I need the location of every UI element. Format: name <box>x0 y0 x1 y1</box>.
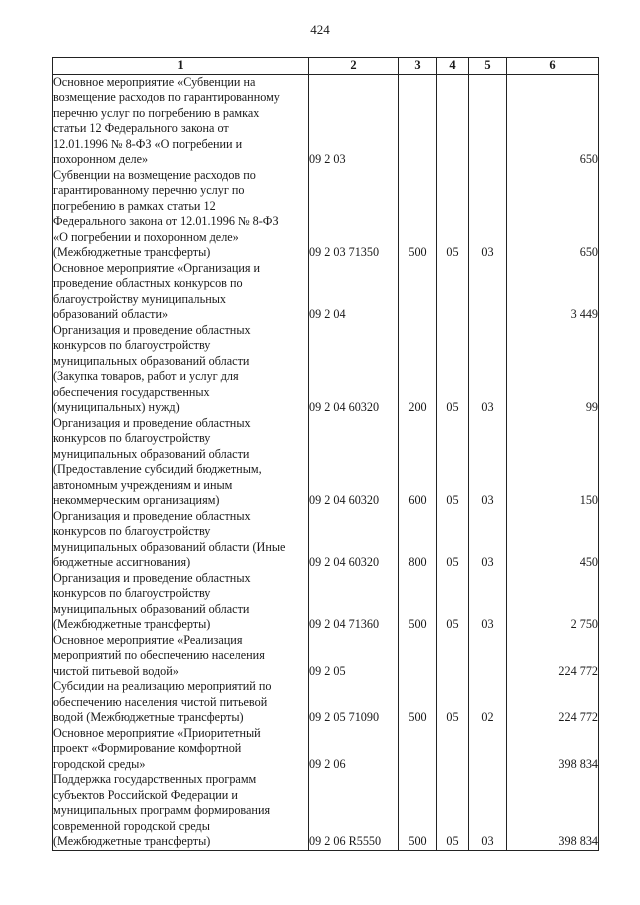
subsection-cell <box>469 74 507 168</box>
row-name-line: погребению в рамках статьи 12 <box>53 198 216 213</box>
column-header: 2 <box>309 58 399 75</box>
amount-cell: 99 <box>507 323 599 416</box>
row-name-line: мероприятий по обеспечению населения <box>53 648 265 662</box>
amount-cell: 224 772 <box>507 633 599 680</box>
target-code-cell: 09 2 04 60320 <box>309 416 399 509</box>
row-name-line: муниципальных образований области <box>53 446 250 461</box>
amount-cell: 398 834 <box>507 772 599 850</box>
row-name-cell <box>53 323 309 416</box>
row-name-line: конкурсов по благоустройству <box>53 338 211 352</box>
row-name-cell <box>53 509 309 571</box>
subsection-cell: 02 <box>469 679 507 726</box>
row-name-line: Поддержка государственных программ <box>53 772 257 786</box>
row-name-cell <box>53 772 309 850</box>
row-name-line: муниципальных образований области <box>53 601 250 616</box>
row-name-line: Организация и проведение областных <box>53 570 251 585</box>
expense-type-cell <box>399 633 437 680</box>
amount-cell: 650 <box>507 74 599 168</box>
row-name-cell <box>53 261 309 323</box>
row-name-cell <box>53 679 309 726</box>
row-name-line: Основное мероприятие «Реализация <box>53 632 243 647</box>
row-name-line: современной городской среды <box>53 818 210 833</box>
row-name-line: (муниципальных) нужд) <box>53 400 180 414</box>
subsection-cell: 03 <box>469 168 507 261</box>
amount-cell: 450 <box>507 509 599 571</box>
expense-type-cell <box>399 74 437 168</box>
amount-cell: 224 772 <box>507 679 599 726</box>
row-name-line: (Закупка товаров, работ и услуг для <box>53 369 239 383</box>
section-cell: 05 <box>437 679 469 726</box>
row-name-line: (Межбюджетные трансферты) <box>53 617 211 631</box>
row-name-cell <box>53 168 309 261</box>
row-name-line: Основное мероприятие «Организация и <box>53 260 261 275</box>
target-code-cell: 09 2 04 60320 <box>309 509 399 571</box>
row-name-line: Организация и проведение областных <box>53 508 251 523</box>
row-name-line: Федерального закона от 12.01.1996 № 8-ФЗ <box>53 214 279 228</box>
section-cell: 05 <box>437 323 469 416</box>
subsection-cell: 03 <box>469 571 507 633</box>
section-cell: 05 <box>437 571 469 633</box>
row-name-cell <box>53 74 309 168</box>
row-name-line: конкурсов по благоустройству <box>53 524 211 538</box>
target-code-cell: 09 2 04 <box>309 261 399 323</box>
row-name-line: перечню услуг по погребению в рамках <box>53 105 260 120</box>
row-name-line: Основное мероприятие «Субвенции на <box>53 74 256 89</box>
table-row <box>53 633 599 680</box>
row-name-line: (Межбюджетные трансферты) <box>53 245 211 259</box>
table-row <box>53 323 599 416</box>
row-name-line: муниципальных образований области (Иные <box>53 539 286 554</box>
section-cell: 05 <box>437 416 469 509</box>
section-cell: 05 <box>437 168 469 261</box>
table-body <box>53 74 599 850</box>
amount-cell: 3 449 <box>507 261 599 323</box>
table-header-row <box>53 58 599 75</box>
row-name-line: муниципальных программ формирования <box>53 803 271 817</box>
column-header: 4 <box>437 58 469 75</box>
table-row <box>53 261 599 323</box>
amount-cell: 150 <box>507 416 599 509</box>
target-code-cell: 09 2 04 71360 <box>309 571 399 633</box>
row-name-line: некоммерческим организациям) <box>53 493 220 507</box>
table-row <box>53 679 599 726</box>
row-name-cell <box>53 633 309 680</box>
subsection-cell <box>469 633 507 680</box>
row-name-cell <box>53 571 309 633</box>
table-row <box>53 772 599 850</box>
expense-type-cell: 500 <box>399 679 437 726</box>
row-name-line: конкурсов по благоустройству <box>53 586 211 600</box>
row-name-line: (Предоставление субсидий бюджетным, <box>53 462 262 476</box>
expense-type-cell: 500 <box>399 772 437 850</box>
row-name-line: статьи 12 Федерального закона от <box>53 121 229 135</box>
column-header: 5 <box>469 58 507 75</box>
table-row <box>53 416 599 509</box>
target-code-cell: 09 2 03 <box>309 74 399 168</box>
row-name-line: городской среды» <box>53 756 146 771</box>
row-name-line: Субвенции на возмещение расходов по <box>53 167 256 182</box>
row-name-line: гарантированному перечню услуг по <box>53 183 245 197</box>
subsection-cell <box>469 726 507 773</box>
expense-type-cell: 600 <box>399 416 437 509</box>
amount-cell: 398 834 <box>507 726 599 773</box>
subsection-cell: 03 <box>469 509 507 571</box>
row-name-line: похоронном деле» <box>53 152 149 166</box>
expense-type-cell <box>399 726 437 773</box>
row-name-line: субъектов Российской Федерации и <box>53 787 238 802</box>
row-name-line: обеспечению населения чистой питьевой <box>53 694 268 709</box>
row-name-line: проведение областных конкурсов по <box>53 276 243 290</box>
subsection-cell: 03 <box>469 416 507 509</box>
section-cell <box>437 261 469 323</box>
row-name-line: Субсидии на реализацию мероприятий по <box>53 679 272 693</box>
row-name-line: Организация и проведение областных <box>53 415 251 430</box>
row-name-line: «О погребении и похоронном деле» <box>53 229 239 244</box>
subsection-cell <box>469 261 507 323</box>
section-cell <box>437 633 469 680</box>
target-code-cell: 09 2 06 R5550 <box>309 772 399 850</box>
table-row <box>53 509 599 571</box>
row-name-line: проект «Формирование комфортной <box>53 741 242 755</box>
table-row <box>53 74 599 168</box>
section-cell: 05 <box>437 772 469 850</box>
expense-type-cell: 500 <box>399 571 437 633</box>
expense-type-cell: 500 <box>399 168 437 261</box>
expense-type-cell <box>399 261 437 323</box>
row-name-line: автономным учреждениям и иным <box>53 477 233 492</box>
row-name-cell <box>53 416 309 509</box>
table-row <box>53 571 599 633</box>
column-header: 3 <box>399 58 437 75</box>
row-name-line: (Межбюджетные трансферты) <box>53 834 211 848</box>
expense-type-cell: 800 <box>399 509 437 571</box>
target-code-cell: 09 2 05 71090 <box>309 679 399 726</box>
row-name-line: муниципальных образований области <box>53 353 250 368</box>
row-name-line: бюджетные ассигнования) <box>53 555 191 569</box>
row-name-line: водой (Межбюджетные трансферты) <box>53 710 244 724</box>
section-cell <box>437 74 469 168</box>
row-name-line: обеспечения государственных <box>53 384 210 399</box>
page-number: 424 <box>310 22 330 37</box>
row-name-line: чистой питьевой водой» <box>53 663 179 678</box>
target-code-cell: 09 2 05 <box>309 633 399 680</box>
row-name-line: возмещение расходов по гарантированному <box>53 90 280 104</box>
amount-cell: 2 750 <box>507 571 599 633</box>
target-code-cell: 09 2 04 60320 <box>309 323 399 416</box>
row-name-line: 12.01.1996 № 8-ФЗ «О погребении и <box>53 136 243 151</box>
subsection-cell: 03 <box>469 323 507 416</box>
amount-cell: 650 <box>507 168 599 261</box>
row-name-line: конкурсов по благоустройству <box>53 431 211 445</box>
column-header: 6 <box>507 58 599 75</box>
row-name-line: Организация и проведение областных <box>53 322 251 337</box>
target-code-cell: 09 2 03 71350 <box>309 168 399 261</box>
section-cell: 05 <box>437 509 469 571</box>
row-name-line: благоустройству муниципальных <box>53 291 226 306</box>
row-name-line: образований области» <box>53 307 169 321</box>
subsection-cell: 03 <box>469 772 507 850</box>
row-name-line: Основное мероприятие «Приоритетный <box>53 725 261 740</box>
row-name-cell <box>53 726 309 773</box>
section-cell <box>437 726 469 773</box>
budget-table <box>52 57 599 851</box>
column-header: 1 <box>53 58 309 75</box>
expense-type-cell: 200 <box>399 323 437 416</box>
target-code-cell: 09 2 06 <box>309 726 399 773</box>
table-row <box>53 168 599 261</box>
table-row <box>53 726 599 773</box>
